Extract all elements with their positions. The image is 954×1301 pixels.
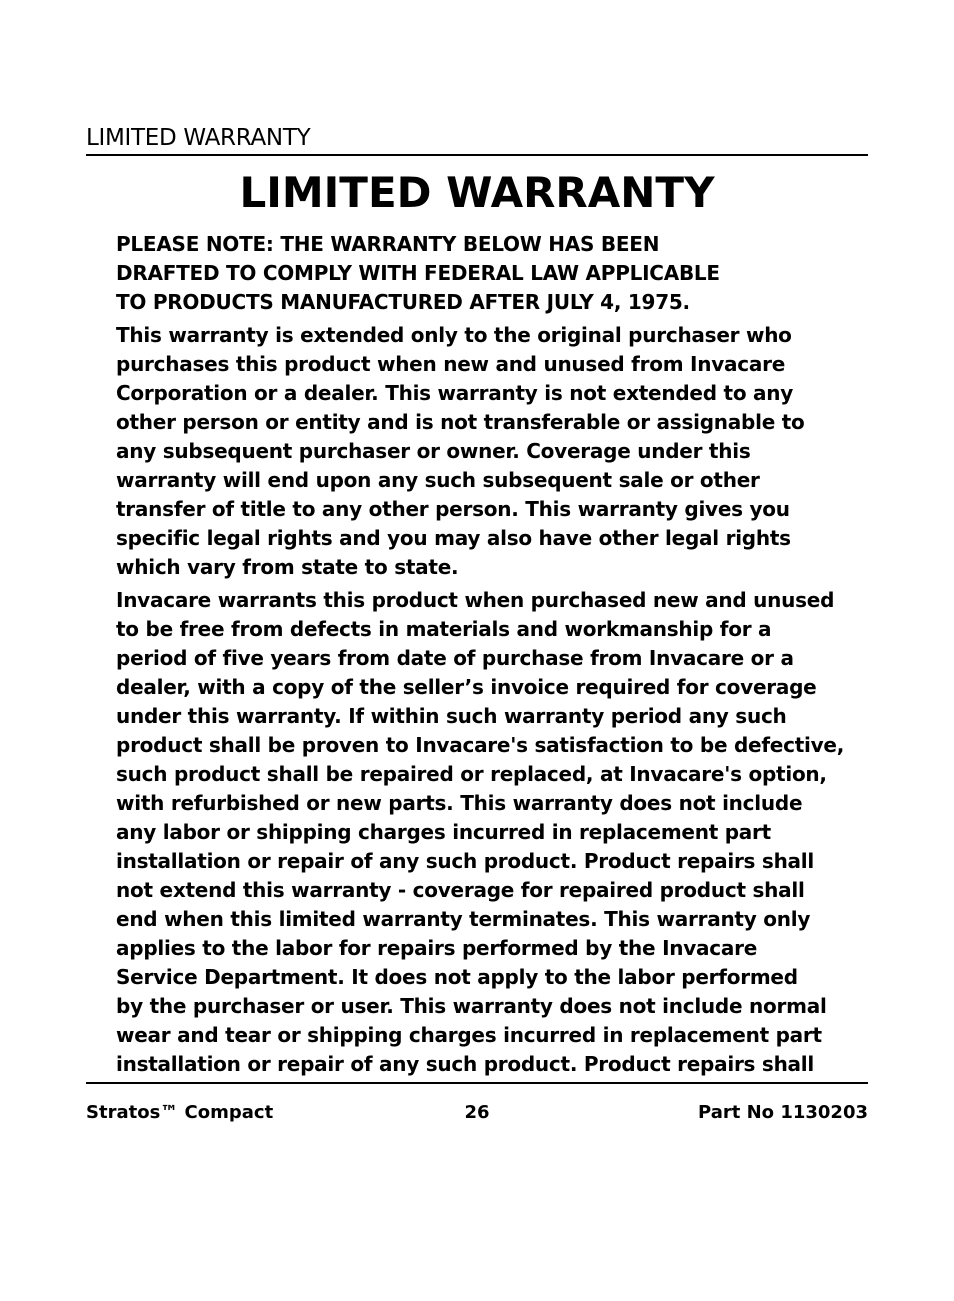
paragraph-line: product shall be proven to Invacare's satisfaction to be defective, [116, 733, 845, 757]
paragraph-line: installation or repair of any such product. Product repairs shall [116, 849, 815, 873]
paragraph-line: such product shall be repaired or replaced, at Invacare's option, [116, 762, 827, 786]
paragraph-line: wear and tear or shipping charges incurred in replacement part [116, 1023, 822, 1047]
page-title: LIMITED WARRANTY [239, 168, 715, 217]
paragraph-line: with refurbished or new parts. This warranty does not include [116, 791, 803, 815]
paragraph-line: to be free from defects in materials and workmanship for a [116, 617, 772, 641]
section-header-label: LIMITED WARRANTY [86, 125, 311, 151]
product-name: Stratos™ Compact [86, 1102, 274, 1123]
paragraph-line: warranty will end upon any such subsequent sale or other [116, 468, 760, 492]
paragraph-line: any subsequent purchaser or owner. Coverage under this [116, 439, 751, 463]
paragraph-line: any labor or shipping charges incurred in replacement part [116, 820, 771, 844]
paragraph-line: other person or entity and is not transferable or assignable to [116, 410, 805, 434]
paragraph-line: Invacare warrants this product when purchased new and unused [116, 588, 835, 612]
paragraph-line: end when this limited warranty terminates. This warranty only [116, 907, 811, 931]
page-number: 26 [464, 1102, 490, 1123]
note-line: PLEASE NOTE: THE WARRANTY BELOW HAS BEEN [116, 232, 660, 256]
paragraph-line: dealer, with a copy of the seller’s invoice required for coverage [116, 675, 817, 699]
section-header [86, 124, 868, 156]
warranty-body [116, 230, 856, 1079]
paragraph-line: under this warranty. If within such warranty period any such [116, 704, 787, 728]
paragraph-line: Corporation or a dealer. This warranty is not extended to any [116, 381, 794, 405]
paragraph-line: purchases this product when new and unused from Invacare [116, 352, 786, 376]
footer-divider [86, 1082, 868, 1084]
paragraph-line: applies to the labor for repairs performed by the Invacare [116, 936, 758, 960]
paragraph-line: not extend this warranty - coverage for repaired product shall [116, 878, 805, 902]
coverage-paragraph [116, 586, 856, 1079]
paragraph-line: period of five years from date of purchase from Invacare or a [116, 646, 794, 670]
paragraph-line: This warranty is extended only to the original purchaser who [116, 323, 792, 347]
purchaser-paragraph [116, 321, 856, 582]
note-line: DRAFTED TO COMPLY WITH FEDERAL LAW APPLICABLE [116, 261, 720, 285]
part-number: Part No 1130203 [698, 1102, 868, 1123]
page-footer [86, 1100, 868, 1126]
paragraph-line: installation or repair of any such product. Product repairs shall [116, 1052, 815, 1076]
paragraph-line: transfer of title to any other person. This warranty gives you [116, 497, 790, 521]
paragraph-line: Service Department. It does not apply to the labor performed [116, 965, 798, 989]
federal-law-note [116, 230, 856, 317]
note-line: TO PRODUCTS MANUFACTURED AFTER JULY 4, 1975. [116, 290, 690, 314]
paragraph-line: which vary from state to state. [116, 555, 459, 579]
paragraph-line: specific legal rights and you may also have other legal rights [116, 526, 791, 550]
paragraph-line: by the purchaser or user. This warranty does not include normal [116, 994, 827, 1018]
